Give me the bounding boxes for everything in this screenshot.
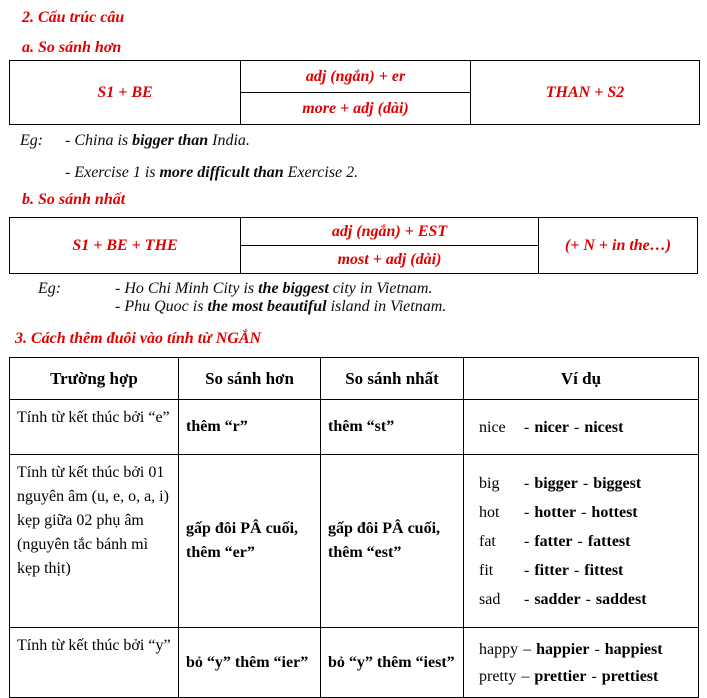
example-line xyxy=(38,280,707,298)
example-line: happy – happier - happiest xyxy=(479,640,663,658)
example-sentence: - Ho Chi Minh City is the biggest city in Vietnam. xyxy=(115,280,433,297)
example-sentence: - Exercise 1 is more difficult than Exercise 2. xyxy=(65,164,359,181)
examples-cell xyxy=(464,455,699,628)
superlative-long-adj-cell: most + adj (dài) xyxy=(241,246,539,274)
comparative-rule-cell: gấp đôi PÂ cuối, thêm “er” xyxy=(179,455,321,628)
example-line xyxy=(20,163,707,183)
examples-cell xyxy=(464,628,699,698)
example-sentence: - Phu Quoc is the most beautiful island in Vietnam. xyxy=(115,298,447,315)
examples-cell xyxy=(464,400,699,455)
case-cell: Tính từ kết thúc bởi 01 nguyên âm (u, e, o, a, i) kẹp giữa 02 phụ âm (nguyên tắc bánh mì kẹp thịt) xyxy=(10,455,179,628)
superlative-subject-cell: S1 + BE + THE xyxy=(10,218,241,274)
comparative-long-adj-cell: more + adj (dài) xyxy=(241,93,471,125)
comparative-rule-cell: bỏ “y” thêm “ier” xyxy=(179,628,321,698)
example-line: big - bigger - biggest xyxy=(479,474,642,492)
section-2-heading: 2. Cấu trúc câu xyxy=(22,9,125,26)
example-line: nice - nicer - nicest xyxy=(479,418,624,436)
comparative-short-adj-cell: adj (ngắn) + er xyxy=(241,61,471,93)
superlative-short-adj-cell: adj (ngắn) + EST xyxy=(241,218,539,246)
superlative-rule-cell: bỏ “y” thêm “iest” xyxy=(321,628,464,698)
header-superlative: So sánh nhất xyxy=(321,358,464,400)
table-row xyxy=(10,628,699,698)
example-line xyxy=(20,131,707,151)
example-line: sad - sadder - saddest xyxy=(479,590,647,608)
example-line: fat - fatter - fattest xyxy=(479,532,631,550)
suffix-rules-table xyxy=(9,357,699,698)
comparative-rule-cell: thêm “r” xyxy=(179,400,321,455)
section-3-heading: 3. Cách thêm đuôi vào tính từ NGẮN xyxy=(15,330,262,347)
header-example: Ví dụ xyxy=(464,358,699,400)
example-line xyxy=(38,298,707,316)
eg-label-spacer xyxy=(20,163,65,183)
superlative-tail-cell: (+ N + in the…) xyxy=(539,218,698,274)
header-case: Trường hợp xyxy=(10,358,179,400)
superlative-rule-cell: gấp đôi PÂ cuối, thêm “est” xyxy=(321,455,464,628)
table-row xyxy=(10,400,699,455)
table-header-row xyxy=(10,358,699,400)
case-cell: Tính từ kết thúc bởi “e” xyxy=(10,400,179,455)
comparative-formula-table xyxy=(9,60,700,125)
table-row xyxy=(10,455,699,628)
eg-label: Eg: xyxy=(38,280,62,297)
grammar-worksheet-page xyxy=(0,8,707,698)
superlative-formula-table xyxy=(9,217,698,274)
example-line: hot - hotter - hottest xyxy=(479,503,638,521)
comparative-subheading: a. So sánh hơn xyxy=(22,39,122,56)
comparative-subject-cell: S1 + BE xyxy=(10,61,241,125)
superlative-rule-cell: thêm “st” xyxy=(321,400,464,455)
comparative-examples xyxy=(20,131,707,183)
eg-label: Eg: xyxy=(20,132,44,149)
eg-label-spacer xyxy=(38,298,115,316)
superlative-examples xyxy=(38,280,707,316)
comparative-than-cell: THAN + S2 xyxy=(471,61,700,125)
case-cell: Tính từ kết thúc bởi “y” xyxy=(10,628,179,698)
header-comparative: So sánh hơn xyxy=(179,358,321,400)
example-line: pretty – prettier - prettiest xyxy=(479,667,659,685)
example-sentence: - China is bigger than India. xyxy=(65,132,250,149)
example-line: fit - fitter - fittest xyxy=(479,561,624,579)
superlative-subheading: b. So sánh nhất xyxy=(22,191,126,208)
